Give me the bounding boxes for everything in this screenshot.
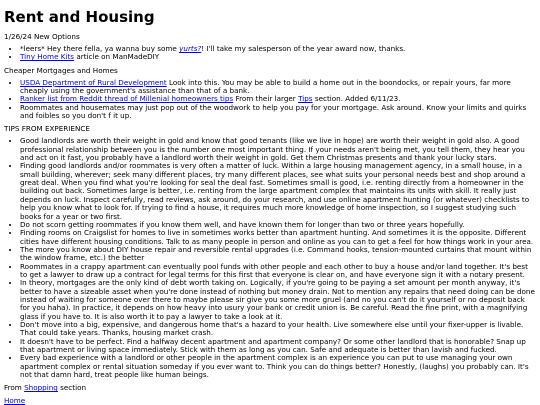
tip-item: • The more you know about DIY house repair and reversible rental upgrades (i.e. Command hooks, tension-mounted curtains that mount within the window frame, etc.) the better [20, 246, 536, 263]
page-title: Rent and Housing [4, 8, 155, 26]
item-text: *leers* Hey there fella, ya wanna buy some [20, 44, 180, 53]
tip-item: • Roommates in a crappy apartment can eventually pool funds with other people and each other to buy a house and/or land together. It's best to get a lawyer to draw up a contract for legal terms for this first that everyone is clear on, and have everyone sign it with a notary present. [20, 263, 536, 280]
item-text: From their larger [233, 94, 299, 104]
new-options-list [4, 45, 536, 62]
home-link[interactable]: Home [4, 396, 26, 405]
item-text: Look into this. You may be able to build a home out in the boondocks, or repair yours, far more cheaply using the government's assistance than that of a bank. [20, 77, 511, 96]
item-text: ! I'll take my salesperson of the year award now, thanks. [201, 44, 406, 53]
home-line [4, 396, 536, 405]
item-text: article on ManMadeDIY [74, 52, 160, 62]
usda-link[interactable]: USDA Department of Rural Development [20, 77, 167, 87]
list-item: • Roommates and housemates may just pop out of the woodwork to help you pay for your mortgage. Ask around. Know your limits and quirks and foibles so you don't f it up. [20, 104, 536, 121]
ranker-list-link[interactable]: Ranker list from Reddit thread of Millenial homeowners tips [20, 94, 234, 104]
tip-item: • Finding good landlords and/or roommates is very often a matter of luck. Within a large housing management agency, in a small house, in a small building, wherever; seek many different places, try many different places, see what suits your personal needs best and shop around a great deal. When you find what you're looking for seal the deal fast. Sometimes small is good, i.e. renting directly from a homeowner in the building out back. Sometimes large is better, i.e. renting from the large apartment complex that maintains its units with skill. It really just depends on luck. Inspect carefully, read reviews, ask around, do your research, and use online apartment hunting (or whatever) checklists to help you know what to look for. If trying to find a house, it requires much more knowledge of home inspection, so I suggest studying such books for a year or two first. [20, 162, 536, 220]
date-line: 1/26/24 New Options [4, 32, 80, 41]
tip-item: • Don't move into a big, expensive, and dangerous home that's a hazard to your health. Live somewhere else until your fixer-upper is livable. That could take years. Thanks, housing market crash. [20, 321, 536, 338]
tips-list [4, 137, 536, 379]
list-item [20, 79, 536, 96]
tip-item: • In theory, mortgages are the only kind of debt worth taking on. Logically, if you're going to be paying a set amount per month anyway, it's better to have a sizeable asset when you're done instead of nothing but money drain. Not to mention any repairs that need doing can be done instead of waiting for someone over there to maybe please sir give you some more gruel (and no you can't do it yourself or no deposit back for you haha). In practice, it depends on how heavy into usury your bank or credit union is. Be careful. Read the fine print, with a magnifying glass if you have to. It is also worth it to pay a lawyer to take a look at it. [20, 279, 536, 321]
list-item [20, 53, 536, 61]
tiny-home-kits-link[interactable]: Tiny Home Kits [20, 52, 75, 62]
shopping-link[interactable]: Shopping [24, 383, 58, 393]
tips-heading: TIPS FROM EXPERIENCE [4, 124, 90, 134]
tip-item: • Every bad experience with a landlord or other people in the apartment complex is an experience you can put to use managing your own apartment complex or rental situation someday if you ever want to. Think you can do things better? Honestly, (laughs) you probably can. It's not that damn hard, treat people like human beings. [20, 354, 536, 379]
item-text: section. Added 6/11/23. [312, 94, 401, 104]
tip-item: • It doesn't have to be perfect. Find a halfway decent apartment and apartment company? Or some other landlord that is honorable? Snap up that apartment or living space immediately. Stick with them as long as you can. Safe and adequate is better than lavish and fucked. [20, 338, 536, 355]
tip-item: • Do not scorn getting roommates if you know them well, and have known them for longer than two or three years hopefully. [20, 221, 536, 229]
from-line: From Shopping section [4, 383, 87, 393]
tip-item: • Finding rooms on Craigslist for homes to live in sometimes works better than apartment hunting. And sometimes it is the opposite. Different cities have different housing conditions. Talk to as many people in person and online as you can to get a feel for how things work in your area. [20, 229, 536, 246]
cheaper-list [4, 79, 536, 121]
tip-item: • Good landlords are worth their weight in gold and know that good tenants (like we live in hope) are worth their weight in gold also. A good professional relationship between you is the number one most important thing. If your needs aren't being met, you tell them, they hear you and act on it fast, you probably have a landlord worth their weight in gold. Get them Christmas presents and thank your lucky stars. [20, 137, 536, 162]
yurts-link[interactable]: yurts? [179, 44, 202, 53]
cheaper-heading: Cheaper Mortgages and Homes [4, 65, 118, 75]
tips-link[interactable]: Tips [298, 94, 313, 104]
